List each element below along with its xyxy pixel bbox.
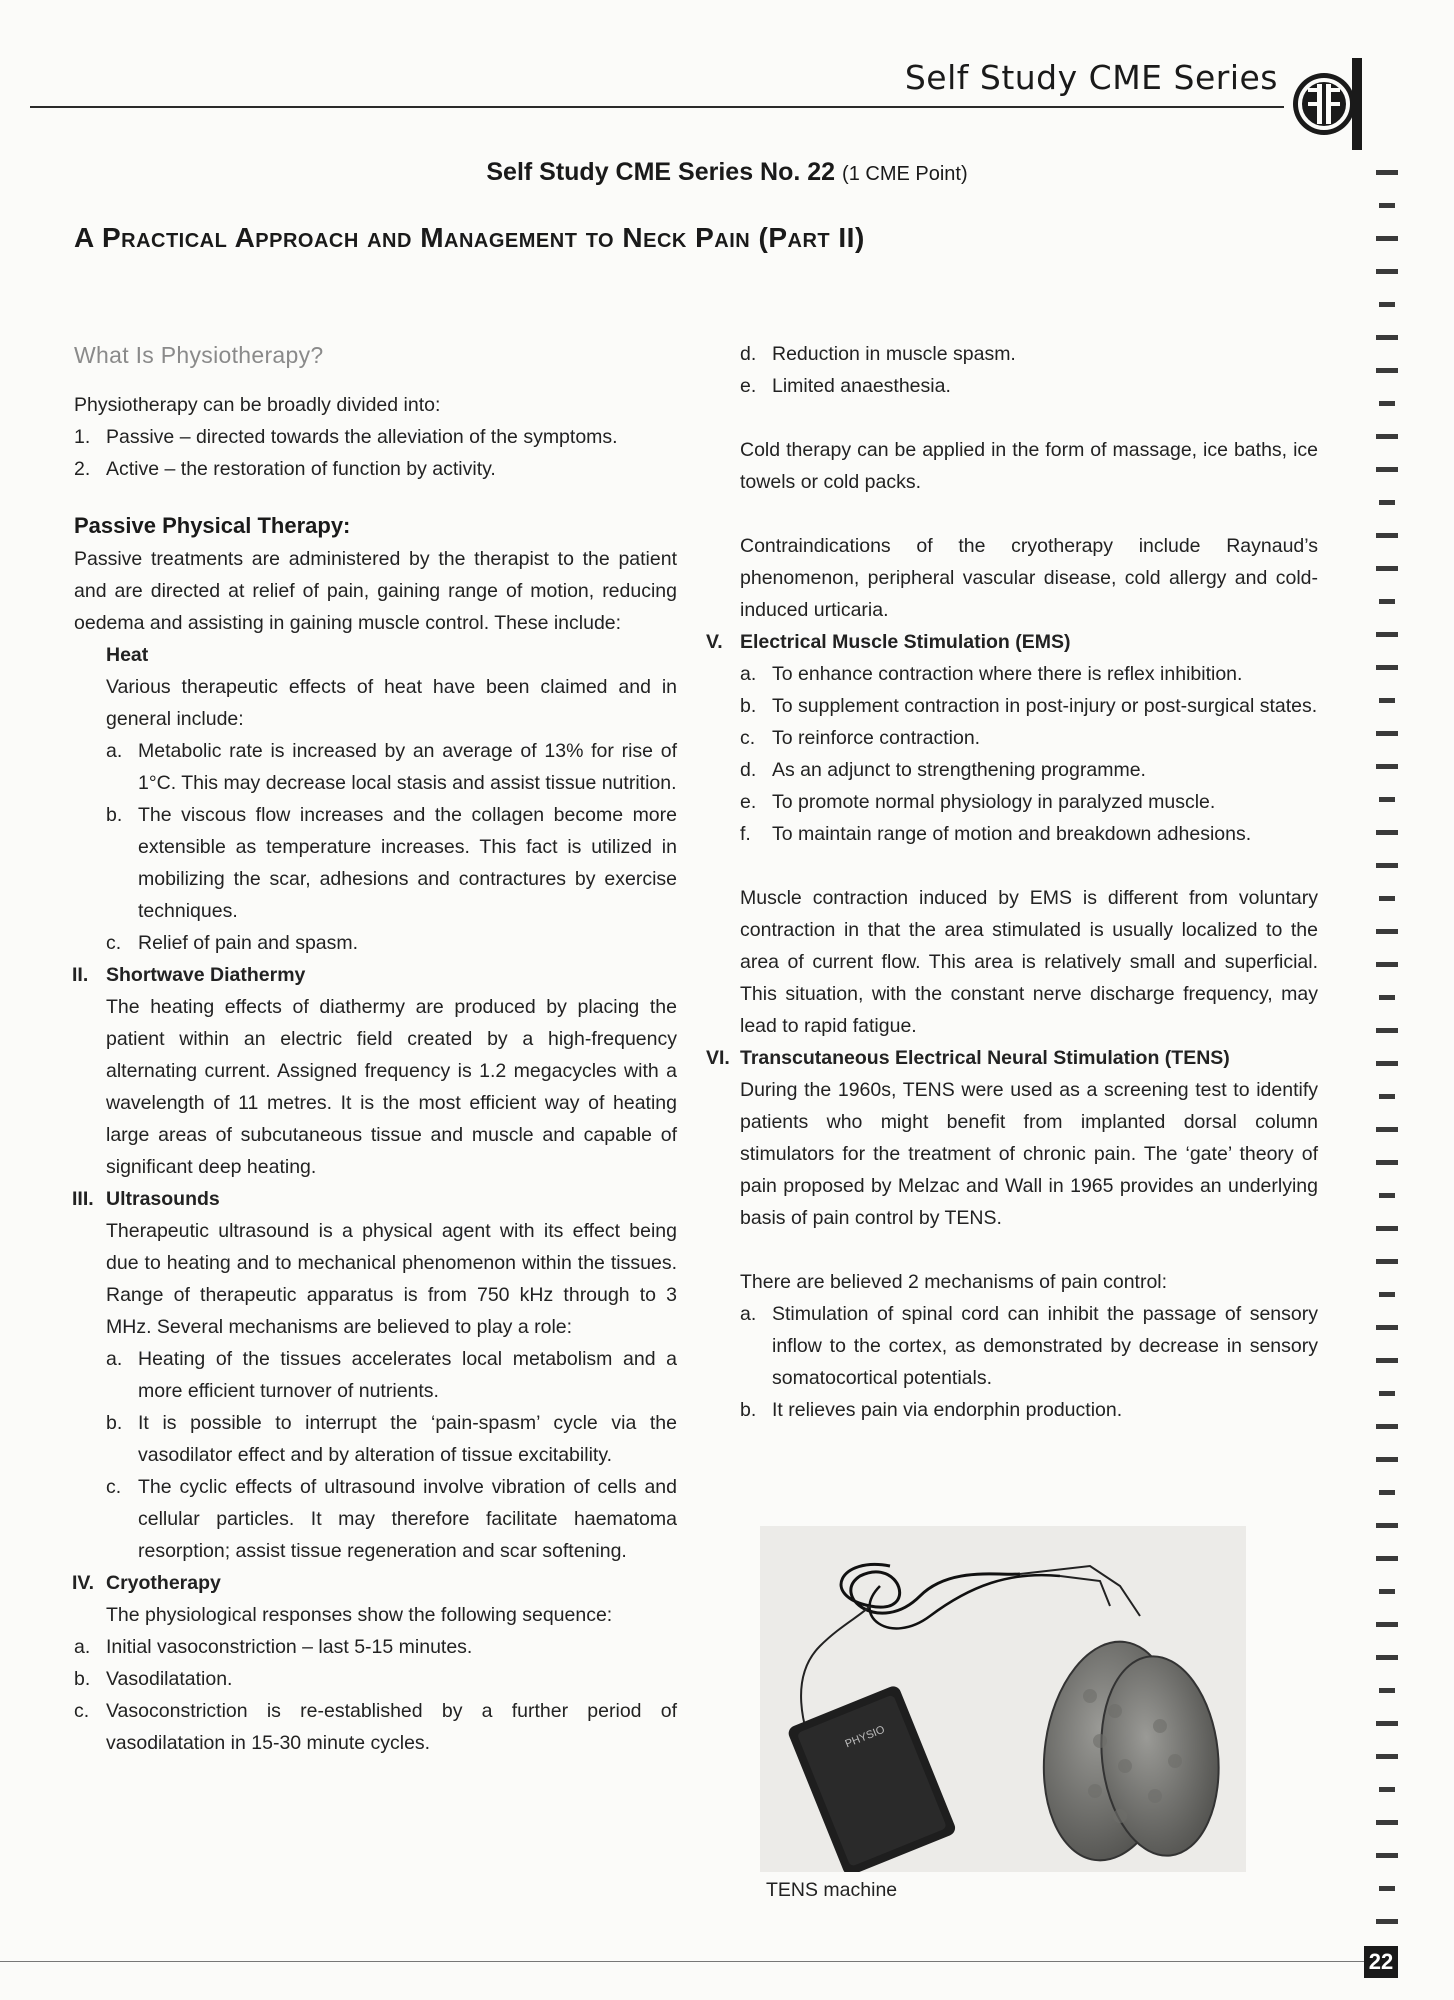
series-title-points: (1 CME Point) xyxy=(842,163,968,185)
list-item: a. Stimulation of spinal cord can inhibit the passage of sensory inflow to the cortex, as demonstrated by decrease in sensory somatocortical potentials. xyxy=(740,1303,1318,1389)
section-ultrasounds-name: Ultrasounds xyxy=(106,1188,220,1210)
section-tens-name: Transcutaneous Electrical Neural Stimulation (TENS) xyxy=(740,1047,1230,1069)
list-item: b. It relieves pain via endorphin production. xyxy=(740,1399,1123,1421)
series-title-main: Self Study CME Series No. 22 xyxy=(486,158,836,186)
list-item: a. Heating of the tissues accelerates local metabolism and a more efficient turnover of nutrients. xyxy=(106,1348,677,1402)
edge-mark xyxy=(1379,797,1394,802)
edge-mark xyxy=(1376,962,1398,967)
edge-mark xyxy=(1376,1820,1398,1825)
list-item: b. It is possible to interrupt the ‘pain-spasm’ cycle via the vasodilator effect and by alteration of tissue excitability. xyxy=(106,1412,677,1466)
edge-mark xyxy=(1376,1259,1398,1264)
section-cryotherapy-name: Cryotherapy xyxy=(106,1572,221,1594)
passive-therapy-heading: Passive Physical Therapy: xyxy=(74,513,351,538)
edge-mark xyxy=(1376,335,1398,340)
edge-mark xyxy=(1376,1754,1398,1759)
edge-mark xyxy=(1376,830,1398,835)
edge-mark xyxy=(1379,1886,1394,1891)
section-cryotherapy-text: The physiological responses show the following sequence: xyxy=(106,1604,613,1626)
edge-mark xyxy=(1379,302,1394,307)
cold-therapy-text: Cold therapy can be applied in the form of massage, ice baths, ice towels or cold packs. xyxy=(740,439,1318,493)
edge-mark xyxy=(1379,500,1394,505)
list-item: a. To enhance contraction where there is reflex inhibition. xyxy=(740,663,1243,685)
header-series-name: Self Study CME Series xyxy=(904,58,1278,97)
edge-mark xyxy=(1376,1457,1398,1462)
edge-mark xyxy=(1376,1622,1398,1627)
edge-mark xyxy=(1376,665,1398,670)
edge-mark xyxy=(1379,995,1394,1000)
section-shortwave-text: The heating effects of diathermy are produced by placing the patient within an electric field created by a high-frequency alternating current. Assigned frequency is 1.2 megacycles with a wavelength of 11 metres. It is the most efficient way of heating large areas of subcutaneous tissue and muscle and capable of significant deep heating. xyxy=(106,996,677,1178)
edge-mark xyxy=(1379,1193,1394,1198)
list-item: c. To reinforce contraction. xyxy=(740,727,981,749)
series-title xyxy=(0,158,1454,187)
side-edge-marks xyxy=(1376,170,1398,1950)
edge-mark xyxy=(1376,1655,1398,1660)
passive-therapy-text: Passive treatments are administered by the therapist to the patient and are directed at relief of pain, gaining range of motion, reducing oedema and assisting in gaining muscle control. These include: xyxy=(74,548,677,634)
edge-mark xyxy=(1376,467,1398,472)
section-ems-name: Electrical Muscle Stimulation (EMS) xyxy=(740,631,1071,653)
article-title: A Practical Approach and Management to Neck Pain (Part II) xyxy=(74,222,865,253)
edge-mark xyxy=(1379,401,1394,406)
edge-mark xyxy=(1376,764,1398,769)
edge-mark xyxy=(1376,1721,1398,1726)
edge-mark xyxy=(1376,1523,1398,1528)
edge-mark xyxy=(1379,599,1394,604)
edge-mark xyxy=(1379,1490,1394,1495)
tens-machine-illustration xyxy=(760,1526,1246,1872)
edge-mark xyxy=(1379,1688,1394,1693)
list-item: c. Relief of pain and spasm. xyxy=(106,932,359,954)
edge-mark xyxy=(1376,533,1398,538)
list-item: f. To maintain range of motion and breakdown adhesions. xyxy=(740,823,1252,845)
edge-mark xyxy=(1376,1028,1398,1033)
left-column xyxy=(74,335,677,1759)
section-cryotherapy: IV. Cryotherapy The physiological responses show the following sequence: a. Initial vasoconstriction – last 5-15 minutes. b. Vasodilatation. c. Vasoconstriction is re-established by a further period of vasodilatation in 15-30 minute cycles. xyxy=(74,1567,677,1759)
edge-mark xyxy=(1376,929,1398,934)
edge-mark xyxy=(1376,368,1398,373)
figure-caption: TENS machine xyxy=(766,1879,898,1901)
edge-mark xyxy=(1376,731,1398,736)
section-heat-text: Various therapeutic effects of heat have been claimed and in general include: xyxy=(106,676,677,730)
section-tens-text: During the 1960s, TENS were used as a screening test to identify patients who might benefit from implanted dorsal column stimulators for the treatment of chronic pain. The ‘gate’ theory of pain proposed by Melzac and Wall in 1965 provides an underlying basis of pain control by TENS. xyxy=(740,1079,1318,1229)
right-column xyxy=(708,338,1318,1426)
list-item: c. The cyclic effects of ultrasound involve vibration of cells and cellular particles. It may therefore facilitate haematoma resorption; assist tissue regeneration and scar softening. xyxy=(106,1476,677,1562)
edge-mark xyxy=(1379,896,1394,901)
edge-mark xyxy=(1376,1127,1398,1132)
section-ems: V. Electrical Muscle Stimulation (EMS) a. To enhance contraction where there is reflex inhibition. b. To supplement contraction in post-injury or post-surgical states. c. To reinforce contraction. d. As an adjunct to strengthening programme. e. To promote normal physiology in paralyzed muscle. f. To maintain range of motion and breakdown adhesions. Muscle contraction induced by EMS is different from voluntary contraction in that the area stimulated is usually localized to the area of current flow. This area is relatively small and superficial. This situation, with the constant nerve discharge frequency, may lead to rapid fatigue. xyxy=(708,626,1318,1042)
list-item: a. Initial vasoconstriction – last 5-15 minutes. xyxy=(74,1636,473,1658)
footer-rule xyxy=(0,1961,1366,1962)
list-item: d. As an adjunct to strengthening programme. xyxy=(740,759,1146,781)
what-is-physiotherapy-heading: What Is Physiotherapy? xyxy=(74,342,324,368)
edge-mark xyxy=(1376,236,1398,241)
edge-mark xyxy=(1376,434,1398,439)
list-item: a. Metabolic rate is increased by an average of 13% for rise of 1°C. This may decrease local stasis and assist tissue nutrition. xyxy=(106,740,677,794)
list-item: b. Vasodilatation. xyxy=(74,1668,233,1690)
mechanisms-intro: There are believed 2 mechanisms of pain control: xyxy=(740,1271,1168,1293)
header-rule xyxy=(30,106,1284,108)
section-ultrasounds: III. Ultrasounds Therapeutic ultrasound is a physical agent with its effect being due to heating and to mechanical phenomenon within the tissues. Range of therapeutic apparatus is from 750 kHz through to 3 MHz. Several mechanisms are believed to play a role: a. Heating of the tissues accelerates local metabolism and a more efficient turnover of nutrients. b. It is possible to interrupt the ‘pain-spasm’ cycle via the vasodilator effect and by alteration of tissue excitability. c. The cyclic effects of ultrasound involve vibration of cells and cellular particles. It may therefore facilitate haematoma resorption; assist tissue regeneration and scar softening. xyxy=(74,1183,677,1567)
edge-mark xyxy=(1376,269,1398,274)
contraindications-text: Contraindications of the cryotherapy include Raynaud’s phenomenon, peripheral vascular disease, cold allergy and cold-induced urticaria. xyxy=(740,535,1318,621)
tens-machine-figure xyxy=(760,1526,1246,1872)
edge-mark xyxy=(1376,632,1398,637)
list-item: d. Reduction in muscle spasm. xyxy=(740,343,1016,365)
list-item: b. To supplement contraction in post-injury or post-surgical states. xyxy=(740,695,1318,717)
edge-mark xyxy=(1379,698,1394,703)
edge-mark xyxy=(1379,1094,1394,1099)
edge-mark xyxy=(1379,203,1394,208)
device-label: PHYSIO xyxy=(843,1723,887,1751)
series-logo-icon xyxy=(1290,58,1362,150)
edge-mark xyxy=(1379,1391,1394,1396)
edge-mark xyxy=(1376,1556,1398,1561)
section-heat xyxy=(74,639,677,959)
division-item: 2. Active – the restoration of function by activity. xyxy=(74,458,496,480)
section-ems-text: Muscle contraction induced by EMS is different from voluntary contraction in that the area stimulated is usually localized to the area of current flow. This area is relatively small and superficial. This situation, with the constant nerve discharge frequency, may lead to rapid fatigue. xyxy=(740,887,1318,1037)
list-item: e. To promote normal physiology in paralyzed muscle. xyxy=(740,791,1216,813)
edge-mark xyxy=(1376,863,1398,868)
edge-mark xyxy=(1379,1589,1394,1594)
section-shortwave-name: Shortwave Diathermy xyxy=(106,964,306,986)
section-shortwave: II. Shortwave Diathermy The heating effects of diathermy are produced by placing the patient within an electric field created by a high-frequency alternating current. Assigned frequency is 1.2 megacycles with a wavelength of 11 metres. It is the most efficient way of heating large areas of subcutaneous tissue and muscle and capable of significant deep heating. xyxy=(74,959,677,1183)
edge-mark xyxy=(1379,1787,1394,1792)
edge-mark xyxy=(1376,1358,1398,1363)
list-item: e. Limited anaesthesia. xyxy=(740,375,951,397)
edge-mark xyxy=(1376,566,1398,571)
list-item: b. The viscous flow increases and the collagen become more extensible as temperature increases. This fact is utilized in mobilizing the scar, adhesions and contractures by exercise techniques. xyxy=(106,804,677,922)
physio-intro: Physiotherapy can be broadly divided into: xyxy=(74,394,441,416)
edge-mark xyxy=(1376,1853,1398,1858)
edge-mark xyxy=(1376,1919,1398,1924)
edge-mark xyxy=(1376,1061,1398,1066)
edge-mark xyxy=(1379,1292,1394,1297)
edge-mark xyxy=(1376,1226,1398,1231)
division-item: 1. Passive – directed towards the alleviation of the symptoms. xyxy=(74,426,618,448)
section-heat-name: Heat xyxy=(106,644,149,666)
section-ultrasounds-text: Therapeutic ultrasound is a physical agent with its effect being due to heating and to mechanical phenomenon within the tissues. Range of therapeutic apparatus is from 750 kHz through to 3 MHz. Several mechanisms are believed to play a role: xyxy=(106,1220,677,1338)
edge-mark xyxy=(1376,1424,1398,1429)
page-number: 22 xyxy=(1364,1946,1398,1978)
edge-mark xyxy=(1376,1325,1398,1330)
list-item: c. Vasoconstriction is re-established by a further period of vasodilatation in 15-30 minute cycles. xyxy=(74,1700,677,1754)
section-tens: VI. Transcutaneous Electrical Neural Stimulation (TENS) During the 1960s, TENS were used as a screening test to identify patients who might benefit from implanted dorsal column stimulators for the treatment of chronic pain. The ‘gate’ theory of pain proposed by Melzac and Wall in 1965 provides an underlying basis of pain control by TENS. There are believed 2 mechanisms of pain control: a. Stimulation of spinal cord can inhibit the passage of sensory inflow to the cortex, as demonstrated by decrease in sensory somatocortical potentials. b. It relieves pain via endorphin production. xyxy=(708,1042,1318,1426)
edge-mark xyxy=(1376,1160,1398,1165)
